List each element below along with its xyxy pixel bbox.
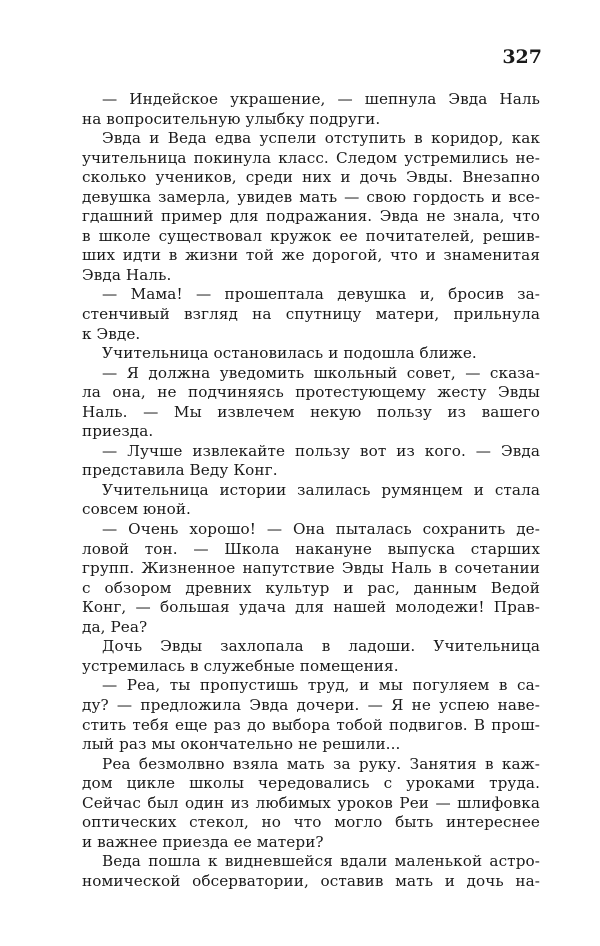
text-line: лый раз мы окончательно не решили... [82,735,401,754]
text-line: гдашний пример для подражания. Эвда не знала, что [82,207,540,226]
text-line: — Реа, ты пропустишь труд, и мы погуляем в са- [102,676,540,695]
text-line: Дочь Эвды захлопала в ладоши. Учительница [102,637,540,656]
text-line: Эвда и Веда едва успели отступить в коридор, как [102,129,540,148]
text-line: — Индейское украшение, — шепнула Эвда Наль [102,90,540,108]
text-line: к Эвде. [82,324,141,343]
text-line: Учительница истории залилась румянцем и стала [102,480,540,499]
text-line: стить тебя еще раз до выбора тобой подвигов. В прош- [82,715,540,734]
text-line: в школе существовал кружок ее почитателей, решив- [82,226,540,245]
text-line: Реа безмолвно взяла мать за руку. Занятия в каж- [102,754,540,773]
text-line: сколько учеников, среди них и дочь Эвды. Внезапно [82,168,540,187]
text-line: — Очень хорошо! — Она пыталась сохранить де- [102,520,540,539]
text-line: Веда пошла к видневшейся вдали маленькой астро- [102,852,540,871]
text-line: Наль. — Мы извлечем некую пользу из вашего [82,402,540,421]
text-line: совсем юной. [82,500,191,519]
text-line: Учительница остановилась и подошла ближе. [102,344,477,363]
text-line: стенчивый взгляд на спутницу матери, прильнула [82,305,540,324]
text-line: групп. Жизненное напутствие Эвды Наль в сочетании [82,559,540,578]
text-line: Эвда Наль. [82,265,172,284]
text-line: дом цикле школы чередовались с уроками труда. [82,774,540,793]
text-line: да, Реа? [82,617,148,636]
body-text [82,90,540,891]
text-line: приезда. [82,422,154,441]
text-line: — Лучше извлекайте пользу вот из кого. — Эвда [102,441,540,460]
page-number: 327 [502,46,542,68]
text-line: на вопросительную улыбку подруги. [82,109,381,128]
text-line: ла она, не подчиняясь протестующему жесту Эвды [82,383,540,402]
text-line: — Мама! — прошептала девушка и, бросив за- [102,285,540,304]
text-line: Конг, — большая удача для нашей молодежи! Прав- [82,598,540,617]
text-line: устремилась в служебные помещения. [82,656,399,675]
text-line: с обзором древних культур и рас, данным Ведой [82,578,540,597]
text-line: — Я должна уведомить школьный совет, — сказа- [102,363,540,382]
text-line: учительница покинула класс. Следом устремились не- [82,148,540,167]
text-line: ших идти в жизни той же дорогой, что и знаменитая [82,246,540,265]
text-line: ду? — предложила Эвда дочери. — Я не успею наве- [82,695,540,714]
text-line: представила Веду Конг. [82,461,278,480]
text-line: оптических стекол, но что могло быть интереснее [82,813,540,832]
text-line: девушка замерла, увидев мать — свою гордость и все- [82,187,540,206]
text-line: Сейчас был один из любимых уроков Реи — шлифовка [82,793,540,812]
text-line: и важнее приезда ее матери? [82,832,324,851]
text-line: номической обсерватории, оставив мать и дочь на- [82,871,540,890]
text-line: ловой тон. — Школа накануне выпуска старших [82,539,540,558]
